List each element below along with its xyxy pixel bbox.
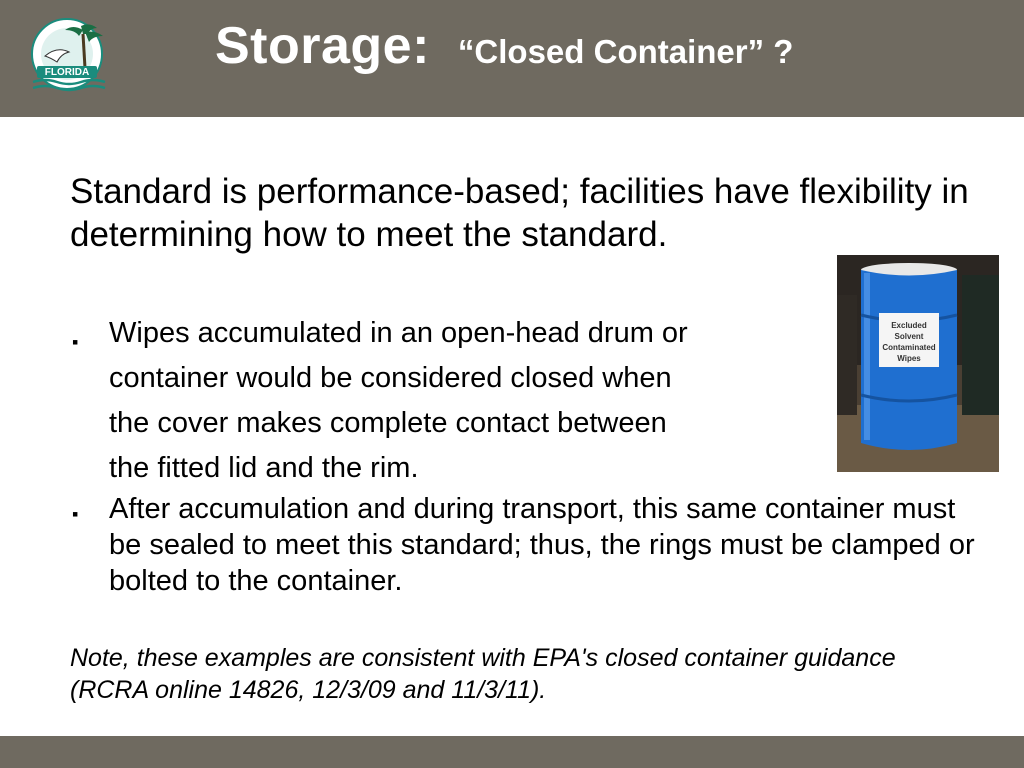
florida-dep-logo: [23, 18, 139, 96]
bullet-item-transport-sealing: [70, 491, 980, 599]
guidance-note: Note, these examples are consistent with EPA's closed container guidance (RCRA online 14826, 12/3/09 and 11/3/11).: [70, 644, 896, 704]
title-subtitle: “Closed Container” ?: [457, 33, 794, 70]
footer-bar: [0, 736, 1024, 768]
blue-drum-photo: [837, 255, 999, 472]
slide-title: [215, 16, 793, 86]
drum-label-line: Solvent: [894, 332, 924, 341]
bullet-line: the fitted lid and the rim.: [109, 452, 419, 484]
bullet-line: container would be considered closed when: [109, 362, 672, 394]
drum-label-line: Contaminated: [882, 343, 936, 352]
bullet-line: Wipes accumulated in an open-head drum or: [109, 317, 688, 349]
bullet-marker-icon: ▪: [72, 332, 79, 352]
drum-label-line: Wipes: [897, 354, 921, 363]
title-main: Storage:: [215, 17, 430, 75]
bullet-item-open-head-drum: [70, 311, 829, 491]
bullet-marker-icon: ▪: [72, 504, 79, 524]
header-bar: [0, 0, 1024, 117]
logo-text: FLORIDA: [44, 67, 90, 78]
drum-label-line: Excluded: [891, 321, 927, 330]
bullet-line: the cover makes complete contact between: [109, 407, 667, 439]
bullet-text: After accumulation and during transport, this same container must be sealed to meet this standard; thus, the rings must be clamped or bolted to the container.: [109, 493, 975, 597]
intro-paragraph: Standard is performance-based; facilities have flexibility in determining how to meet the standard.: [70, 172, 969, 254]
